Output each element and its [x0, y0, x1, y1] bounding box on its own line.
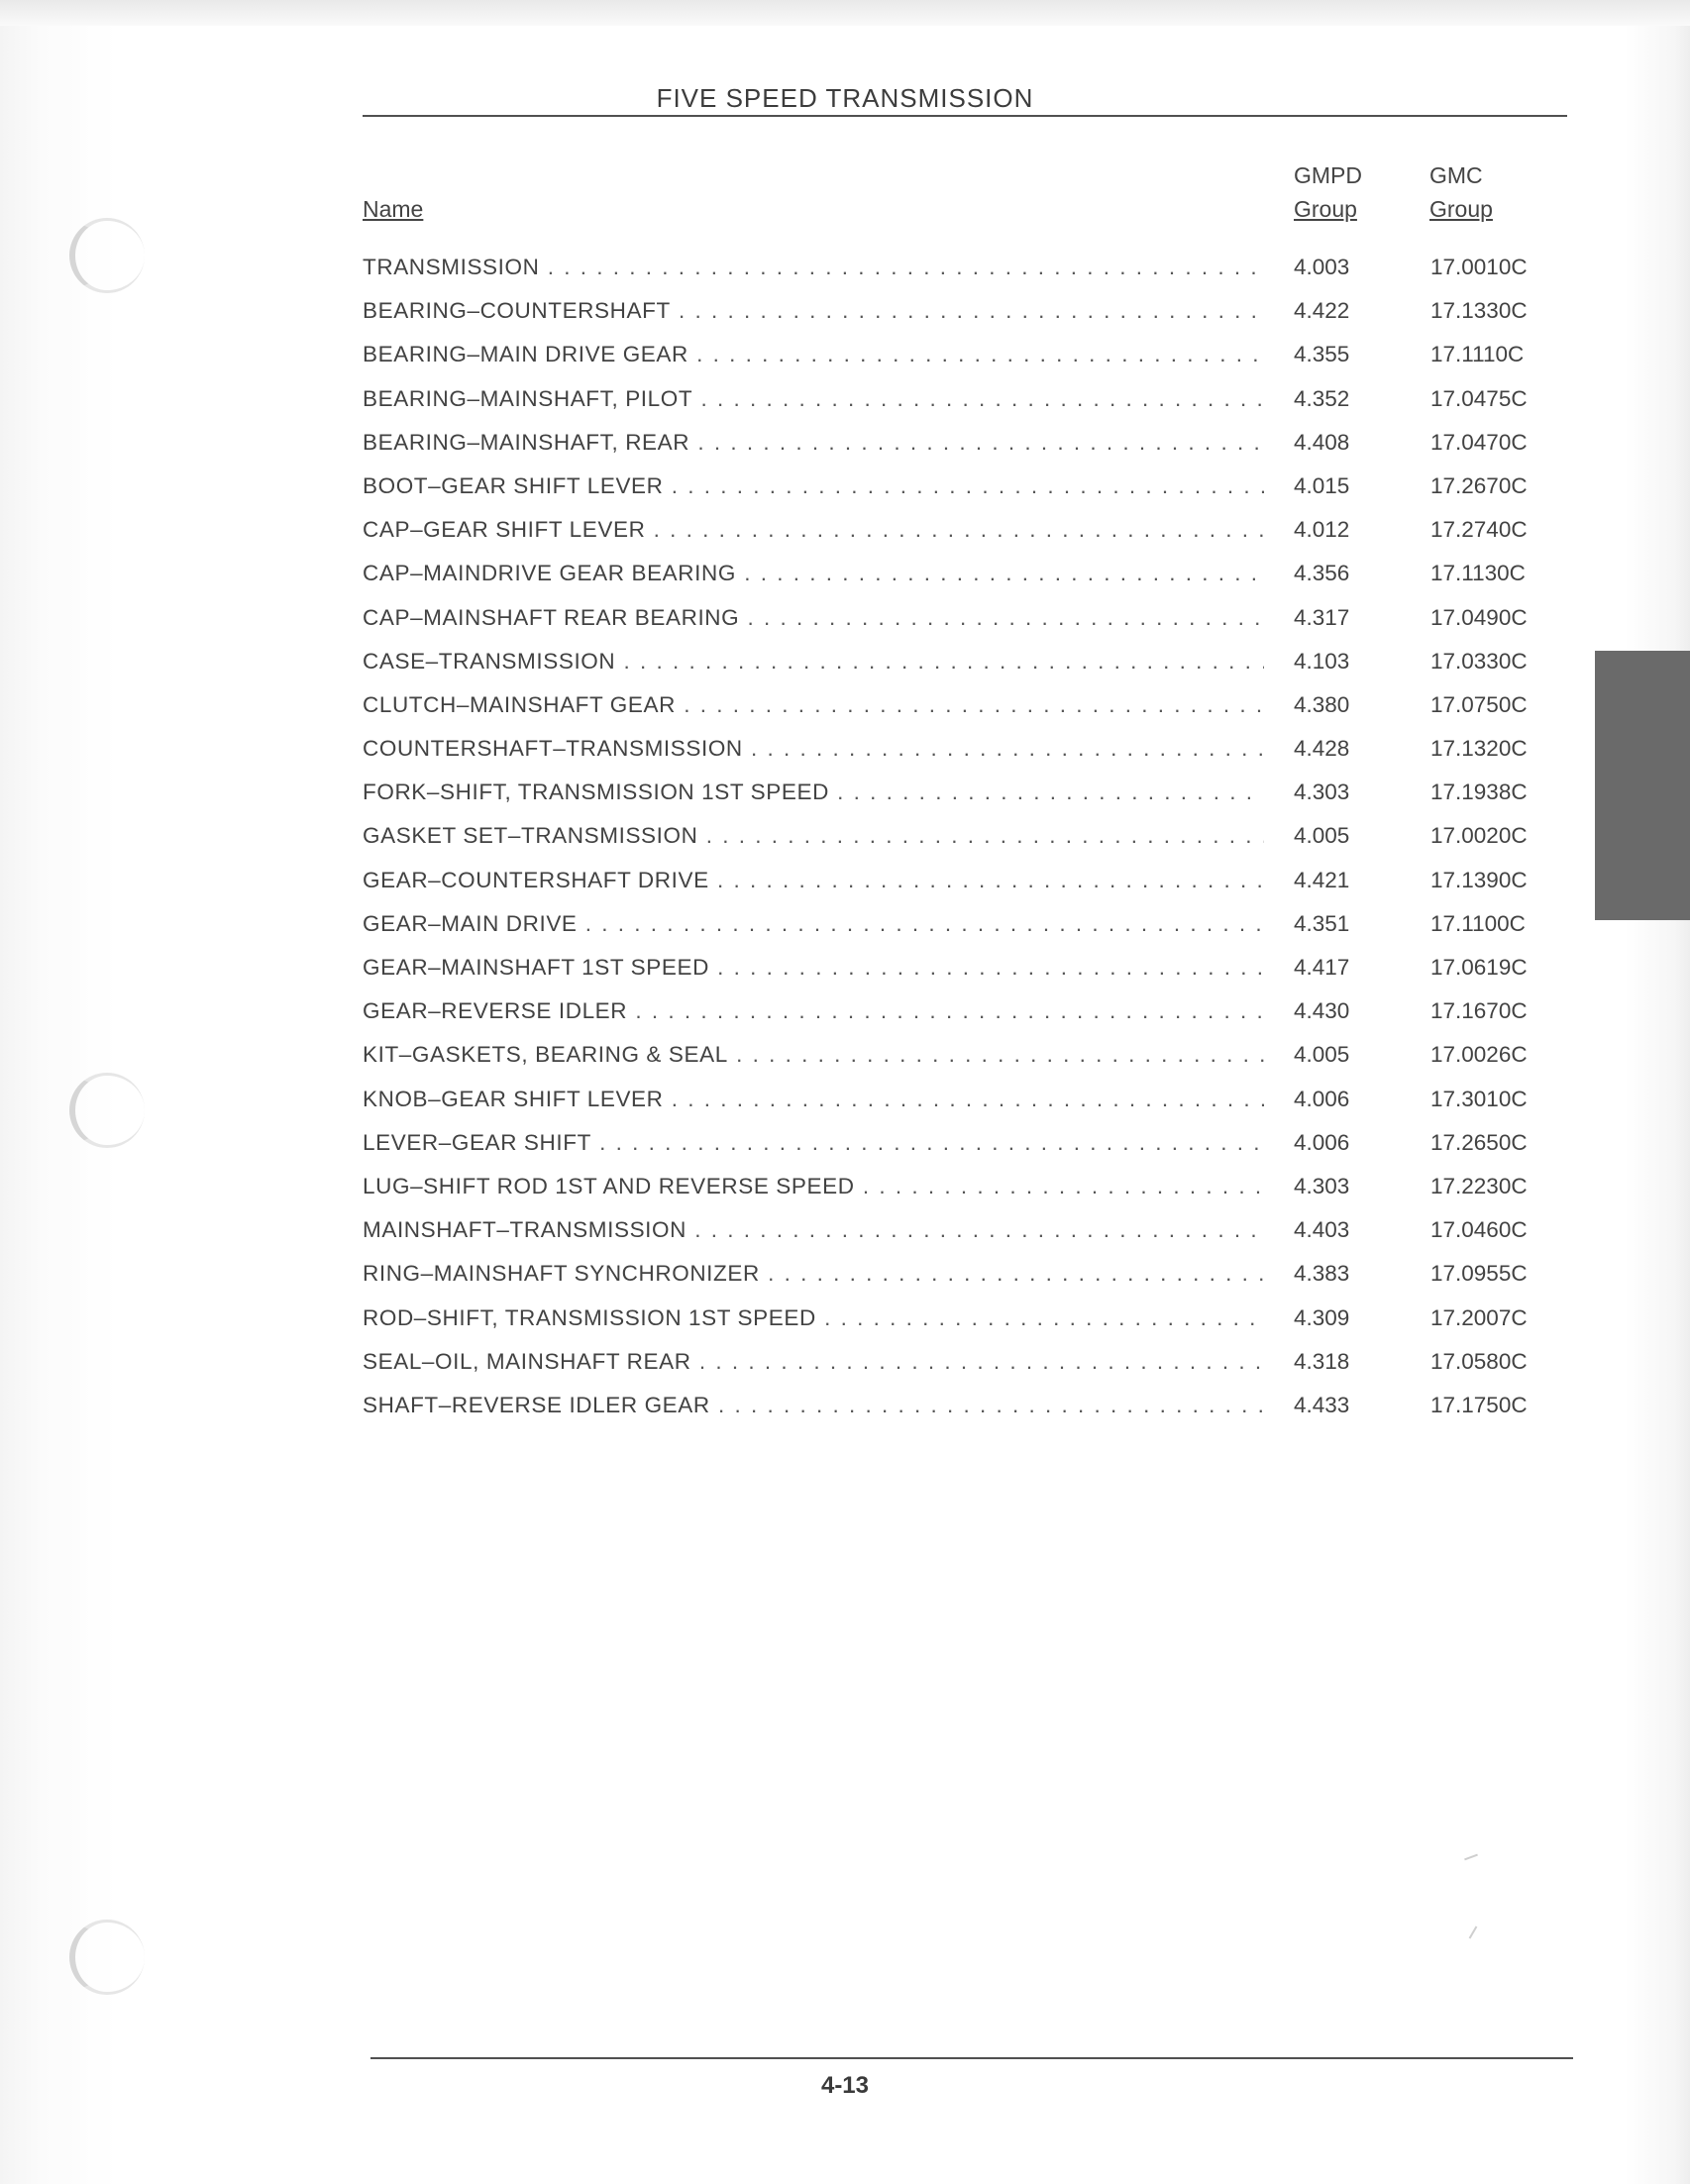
table-row: [363, 955, 1571, 998]
gmc-group-value: 17.1130C: [1430, 561, 1526, 586]
part-name: [363, 736, 1264, 762]
gmc-group-value: 17.0580C: [1430, 1348, 1528, 1374]
gmc-group-value: 17.0330C: [1430, 648, 1528, 674]
table-row: [363, 823, 1571, 867]
gmpd-group-value: 4.318: [1294, 1348, 1350, 1374]
part-name-text: CAP–GEAR SHIFT LEVER: [363, 517, 646, 543]
part-name: [363, 1305, 1264, 1331]
gmc-group-value: 17.1670C: [1430, 998, 1528, 1024]
table-row: [363, 298, 1571, 342]
column-header-gmc-line2: Group: [1429, 196, 1493, 222]
scan-speck: [1469, 1925, 1478, 1938]
gmpd-group-value: 4.012: [1294, 517, 1350, 543]
part-name-text: LUG–SHIFT ROD 1ST AND REVERSE SPEED: [363, 1173, 855, 1198]
table-row: [363, 780, 1571, 823]
binder-hole: [69, 218, 145, 293]
part-name: [363, 649, 1264, 675]
gmc-group-value: 17.1330C: [1430, 298, 1528, 324]
gmpd-group-value: 4.303: [1294, 780, 1350, 805]
gmc-group-value: 17.1320C: [1430, 736, 1528, 762]
part-name-text: COUNTERSHAFT–TRANSMISSION: [363, 736, 743, 762]
column-header-gmpd-line1: GMPD: [1294, 162, 1362, 188]
table-row: [363, 868, 1571, 911]
parts-table: [363, 255, 1571, 1436]
part-name: [363, 1217, 1264, 1243]
part-name: [363, 1261, 1264, 1287]
gmc-group-value: 17.0750C: [1430, 691, 1528, 717]
table-row: [363, 1305, 1571, 1349]
part-name-text: TRANSMISSION: [363, 255, 540, 279]
table-row: [363, 1174, 1571, 1217]
gmc-group-value: 17.2007C: [1430, 1304, 1528, 1330]
gmc-group-value: 17.0475C: [1430, 385, 1528, 411]
table-row: [363, 255, 1571, 298]
column-header-gmpd: [1294, 158, 1362, 226]
footer-rule: [370, 2057, 1573, 2059]
table-row: [363, 517, 1571, 561]
gmpd-group-value: 4.006: [1294, 1129, 1350, 1155]
scan-speck: [1464, 1854, 1478, 1861]
part-name: [363, 1042, 1264, 1068]
column-header-name-label: Name: [363, 196, 424, 222]
part-name-text: CAP–MAINDRIVE GEAR BEARING: [363, 561, 736, 586]
part-name-text: BEARING–MAIN DRIVE GEAR: [363, 342, 688, 367]
part-name: [363, 868, 1264, 893]
part-name-text: LEVER–GEAR SHIFT: [363, 1129, 591, 1155]
gmpd-group-value: 4.309: [1294, 1304, 1350, 1330]
part-name-text: FORK–SHIFT, TRANSMISSION 1ST SPEED: [363, 780, 829, 805]
part-name: [363, 780, 1264, 805]
part-name: [363, 473, 1264, 499]
table-row: [363, 692, 1571, 736]
part-name: [363, 1130, 1264, 1156]
gmc-group-value: 17.0010C: [1430, 255, 1528, 279]
gmc-group-value: 17.1390C: [1430, 867, 1528, 892]
part-name: [363, 255, 1264, 280]
table-row: [363, 998, 1571, 1042]
gmpd-group-value: 4.430: [1294, 998, 1350, 1024]
column-header-gmc: [1429, 158, 1493, 226]
gmpd-group-value: 4.103: [1294, 648, 1350, 674]
gmpd-group-value: 4.355: [1294, 342, 1350, 367]
table-row: [363, 473, 1571, 517]
title-rule: [363, 115, 1567, 117]
gmpd-group-value: 4.006: [1294, 1086, 1350, 1111]
table-row: [363, 736, 1571, 780]
table-row: [363, 1349, 1571, 1393]
table-row: [363, 561, 1571, 604]
part-name: [363, 955, 1264, 981]
gmpd-group-value: 4.351: [1294, 910, 1350, 936]
gmpd-group-value: 4.303: [1294, 1173, 1350, 1198]
gmpd-group-value: 4.380: [1294, 691, 1350, 717]
gmc-group-value: 17.3010C: [1430, 1086, 1528, 1111]
column-header-gmpd-line2: Group: [1294, 196, 1357, 222]
part-name-text: CLUTCH–MAINSHAFT GEAR: [363, 691, 676, 717]
gmc-group-value: 17.0470C: [1430, 429, 1528, 455]
gmpd-group-value: 4.417: [1294, 955, 1350, 980]
table-row: [363, 605, 1571, 649]
table-row: [363, 1087, 1571, 1130]
part-name-text: BOOT–GEAR SHIFT LEVER: [363, 472, 664, 498]
part-name: [363, 561, 1264, 586]
table-row: [363, 1130, 1571, 1174]
part-name-text: GEAR–MAINSHAFT 1ST SPEED: [363, 955, 709, 980]
table-row: [363, 386, 1571, 430]
part-name-text: GEAR–MAIN DRIVE: [363, 910, 578, 936]
gmc-group-value: 17.2740C: [1430, 517, 1528, 543]
part-name: [363, 1087, 1264, 1112]
table-row: [363, 1217, 1571, 1261]
page-number: 4-13: [820, 2072, 870, 2099]
part-name: [363, 517, 1264, 543]
part-name-text: CASE–TRANSMISSION: [363, 648, 616, 674]
part-name-text: SEAL–OIL, MAINSHAFT REAR: [363, 1348, 691, 1374]
gmpd-group-value: 4.421: [1294, 867, 1350, 892]
gmpd-group-value: 4.403: [1294, 1217, 1350, 1243]
gmpd-group-value: 4.428: [1294, 736, 1350, 762]
part-name: [363, 1393, 1264, 1418]
section-tab-marker: [1595, 651, 1690, 920]
part-name-text: BEARING–MAINSHAFT, REAR: [363, 429, 690, 455]
binder-hole: [69, 1073, 145, 1148]
part-name: [363, 911, 1264, 937]
part-name-text: RING–MAINSHAFT SYNCHRONIZER: [363, 1261, 760, 1287]
part-name-text: GASKET SET–TRANSMISSION: [363, 823, 698, 849]
part-name: [363, 1174, 1264, 1199]
gmc-group-value: 17.1938C: [1430, 780, 1528, 805]
gmpd-group-value: 4.433: [1294, 1392, 1350, 1417]
page-title: FIVE SPEED TRANSMISSION: [656, 83, 1034, 113]
part-name-text: BEARING–COUNTERSHAFT: [363, 298, 671, 324]
column-header-gmc-line1: GMC: [1429, 162, 1483, 188]
gmc-group-value: 17.0020C: [1430, 823, 1528, 849]
part-name: [363, 692, 1264, 718]
gmc-group-value: 17.1750C: [1430, 1392, 1528, 1417]
part-name-text: SHAFT–REVERSE IDLER GEAR: [363, 1392, 710, 1417]
gmpd-group-value: 4.356: [1294, 561, 1350, 586]
gmpd-group-value: 4.422: [1294, 298, 1350, 324]
gmc-group-value: 17.2670C: [1430, 472, 1528, 498]
table-row: [363, 1261, 1571, 1304]
binder-hole: [69, 1920, 145, 1995]
gmpd-group-value: 4.015: [1294, 472, 1350, 498]
gmpd-group-value: 4.383: [1294, 1261, 1350, 1287]
part-name: [363, 386, 1264, 412]
gmpd-group-value: 4.352: [1294, 385, 1350, 411]
table-row: [363, 342, 1571, 385]
column-header-name: [363, 192, 423, 226]
gmc-group-value: 17.1100C: [1430, 910, 1526, 936]
table-row: [363, 649, 1571, 692]
part-name: [363, 342, 1264, 367]
part-name: [363, 605, 1264, 631]
part-name-text: GEAR–COUNTERSHAFT DRIVE: [363, 867, 709, 892]
gmc-group-value: 17.0460C: [1430, 1217, 1528, 1243]
gmc-group-value: 17.1110C: [1430, 342, 1525, 367]
table-row: [363, 1393, 1571, 1436]
part-name: [363, 298, 1264, 324]
part-name-text: ROD–SHIFT, TRANSMISSION 1ST SPEED: [363, 1304, 816, 1330]
gmc-group-value: 17.0955C: [1430, 1261, 1528, 1287]
gmc-group-value: 17.2650C: [1430, 1129, 1528, 1155]
part-name-text: KIT–GASKETS, BEARING & SEAL: [363, 1042, 728, 1068]
page-top-edge: [0, 0, 1690, 26]
part-name: [363, 430, 1264, 456]
part-name-text: CAP–MAINSHAFT REAR BEARING: [363, 604, 740, 630]
gmpd-group-value: 4.005: [1294, 823, 1350, 849]
gmpd-group-value: 4.005: [1294, 1042, 1350, 1068]
part-name: [363, 998, 1264, 1024]
part-name-text: GEAR–REVERSE IDLER: [363, 998, 628, 1024]
table-row: [363, 1042, 1571, 1086]
table-row: [363, 430, 1571, 473]
part-name-text: BEARING–MAINSHAFT, PILOT: [363, 385, 693, 411]
table-row: [363, 911, 1571, 955]
part-name: [363, 823, 1264, 849]
gmpd-group-value: 4.317: [1294, 604, 1350, 630]
gmc-group-value: 17.0619C: [1430, 955, 1528, 980]
gmc-group-value: 17.0026C: [1430, 1042, 1528, 1068]
gmc-group-value: 17.2230C: [1430, 1173, 1528, 1198]
gmc-group-value: 17.0490C: [1430, 604, 1528, 630]
part-name-text: KNOB–GEAR SHIFT LEVER: [363, 1086, 664, 1111]
gmpd-group-value: 4.408: [1294, 429, 1350, 455]
gmpd-group-value: 4.003: [1294, 255, 1350, 279]
part-name: [363, 1349, 1264, 1375]
part-name-text: MAINSHAFT–TRANSMISSION: [363, 1217, 687, 1243]
